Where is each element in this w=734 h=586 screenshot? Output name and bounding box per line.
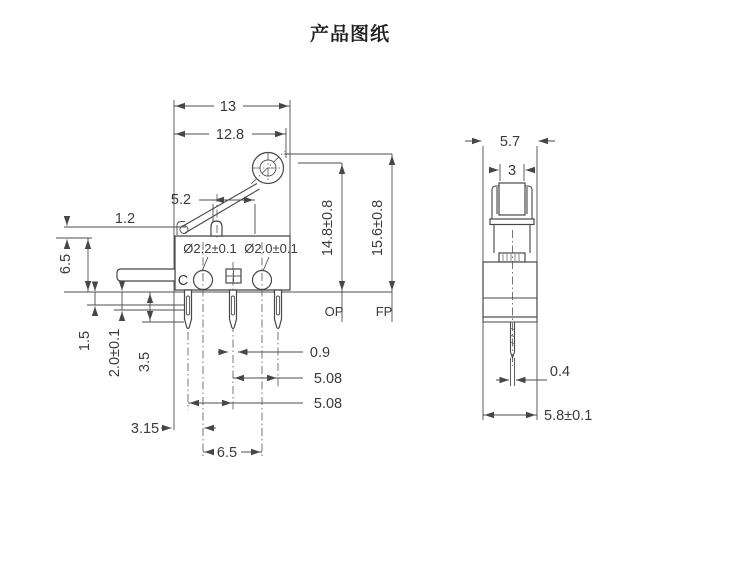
dim-label-0-9: 0.9 [309,345,331,361]
switch-body [117,221,298,290]
hole-left-dia-label: Ø2.2±0.1 [183,241,237,256]
fp-label: FP [375,304,393,319]
dim-depth [483,408,592,424]
dim-label-1-5: 1.5 [77,330,93,352]
dim-label-3: 3 [507,163,517,179]
side-body-block [483,262,537,317]
dim-label-1-2: 1.2 [114,211,136,227]
dim-pitch-left-center [188,396,342,412]
dim-body-height [58,238,88,292]
op-label: OP [324,304,344,319]
common-terminal-bar [117,269,175,281]
dim-terminal-thickness [496,358,570,386]
dim-label-0-4: 0.4 [549,364,571,380]
dim-width-total [174,99,290,115]
dim-side-width [465,134,555,150]
common-terminal-label: C [177,273,189,289]
dim-label-2-0: 2.0±0.1 [107,328,123,378]
dim-label-3-15: 3.15 [130,421,160,437]
dim-label-6-5-left: 6.5 [58,253,74,275]
dim-label-5-08-b: 5.08 [313,396,343,412]
dim-label-6-5-bottom: 6.5 [216,445,238,461]
dim-label-op-height: 14.8±0.8 [320,199,336,257]
dim-label-5-08-a: 5.08 [313,371,343,387]
side-body [483,225,537,323]
side-view [465,134,592,424]
dim-lever-thickness [56,211,186,249]
dim-label-3-5: 3.5 [137,351,153,373]
lever-channel-base [490,219,534,225]
side-roller-assembly [490,183,534,225]
dim-terminal-shoulder [77,283,184,351]
dim-op-fp [284,154,392,322]
dim-terminal-width [218,345,330,361]
dim-pitch-center-right [233,371,342,387]
front-view [56,99,392,461]
plunger [211,221,222,236]
dim-hole-pitch [203,445,262,461]
dim-roller-width [489,163,535,181]
dim-label-5-8: 5.8±0.1 [544,408,593,424]
terminals [185,290,282,329]
page-title: 产品图纸 [309,24,390,45]
dim-label-12-8: 12.8 [215,127,245,143]
roller-lever [183,151,285,233]
dim-terminal-length [137,292,184,372]
side-roller [499,183,525,215]
dim-label-5-7: 5.7 [499,134,521,150]
hole-right-dia-label: Ø2.0±0.1 [244,241,298,256]
dim-width-lever [174,127,286,143]
dim-label-5-2: 5.2 [170,192,192,208]
dim-label-13: 13 [219,99,237,115]
dim-label-fp-height: 15.6±0.8 [370,199,386,257]
